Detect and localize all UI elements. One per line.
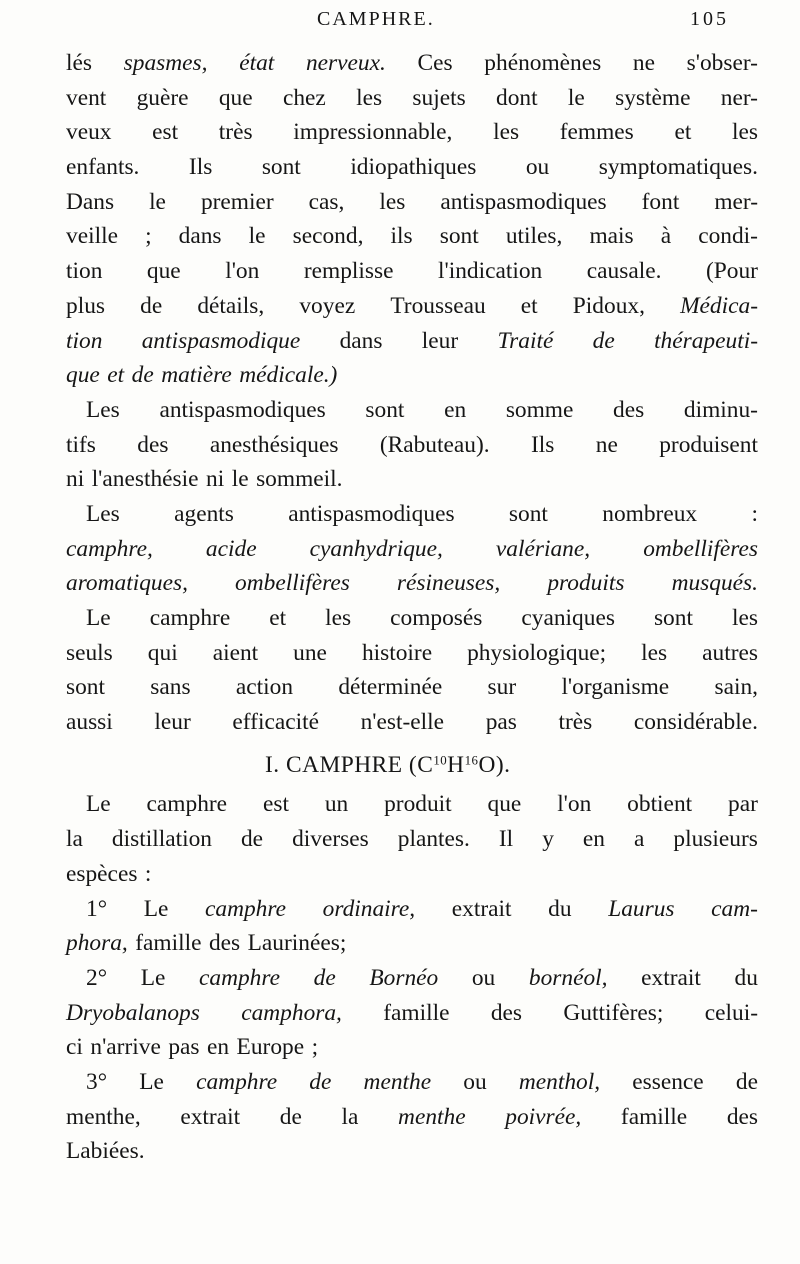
word: la xyxy=(341,1103,359,1130)
text-line xyxy=(66,857,758,892)
word: que xyxy=(487,791,522,818)
word: l'organisme xyxy=(561,674,670,701)
text-line xyxy=(66,393,758,428)
word: Médica- xyxy=(680,292,758,319)
word: nombreux xyxy=(602,500,698,527)
heading-part-prefix: I. CAMPHRE (C xyxy=(265,751,434,778)
text-line xyxy=(66,324,758,359)
word: ombellifères xyxy=(643,535,758,562)
word: sont xyxy=(365,396,405,423)
word: causale. xyxy=(586,258,662,285)
text-line xyxy=(66,670,758,705)
word: produit xyxy=(384,791,452,818)
word: (Pour xyxy=(705,258,758,285)
word: y xyxy=(542,826,554,853)
word: le xyxy=(248,223,266,250)
text-line xyxy=(66,787,758,822)
word: camphre, xyxy=(66,535,153,562)
heading-part-suffix: O). xyxy=(478,751,511,778)
word: les xyxy=(731,605,758,631)
word: dans xyxy=(178,223,222,250)
word: physiologique; xyxy=(467,639,607,666)
word: Dryobalanops xyxy=(66,999,200,1026)
word: produits xyxy=(547,570,625,597)
text-line xyxy=(66,1030,758,1065)
word: seuls xyxy=(66,639,113,666)
section-heading-text xyxy=(265,748,510,783)
word: que xyxy=(146,258,181,285)
word: Le xyxy=(139,1068,164,1095)
word: leur xyxy=(421,327,459,354)
section-heading xyxy=(66,748,758,783)
word: menthe xyxy=(363,1068,432,1095)
word: Labiées. xyxy=(66,1138,145,1165)
word: de xyxy=(140,292,163,319)
word: thérapeuti- xyxy=(654,327,758,354)
word: cas, xyxy=(308,188,345,215)
word: ; xyxy=(145,223,152,250)
word: tion xyxy=(66,327,103,354)
word: ne xyxy=(632,50,655,76)
word: produisent xyxy=(659,431,758,458)
word: lés xyxy=(66,50,92,76)
word: de xyxy=(131,362,154,389)
word: que xyxy=(66,362,100,389)
word: utiles, xyxy=(505,223,563,250)
text-line xyxy=(66,1065,758,1100)
word: : xyxy=(751,500,758,527)
word: impressionnable, xyxy=(293,119,453,146)
text-line xyxy=(66,996,758,1031)
word: vent xyxy=(66,84,107,111)
word: voyez xyxy=(299,292,356,319)
word: Laurinées; xyxy=(247,930,347,957)
word: de xyxy=(240,826,264,853)
text-line xyxy=(66,150,758,185)
word: phora, xyxy=(66,930,128,957)
word: agents xyxy=(174,500,234,527)
word: l'on xyxy=(225,258,260,285)
word: ombellifères xyxy=(235,570,350,597)
word: dont xyxy=(496,84,538,111)
word: 3° xyxy=(86,1068,108,1095)
word: symptomatiques. xyxy=(598,154,758,181)
word: ou xyxy=(471,964,496,991)
word: de xyxy=(313,964,336,991)
word: le xyxy=(149,188,166,215)
text-line xyxy=(66,219,758,254)
text-line xyxy=(66,566,758,601)
word: distillation xyxy=(111,826,212,853)
text-line xyxy=(66,254,758,289)
word: ils xyxy=(390,223,413,250)
text-line xyxy=(66,926,758,961)
text-line xyxy=(66,892,758,927)
word: aromatiques, xyxy=(66,570,188,597)
word: Les xyxy=(86,396,120,423)
word: Pidoux, xyxy=(572,292,645,319)
running-head-title: CAMPHRE. xyxy=(317,8,435,30)
word: sujets xyxy=(412,84,466,111)
word: le xyxy=(231,466,249,493)
word: sain, xyxy=(714,674,758,701)
word: ; xyxy=(311,1034,319,1061)
word: plus xyxy=(66,292,105,319)
word: efficacité xyxy=(232,709,319,736)
word: sont xyxy=(261,154,301,181)
word: est xyxy=(262,791,289,818)
word: état xyxy=(239,50,275,76)
word: à xyxy=(660,223,672,250)
word: menthe, xyxy=(66,1103,141,1130)
word: Le xyxy=(86,605,111,631)
word: phénomènes xyxy=(484,50,602,76)
text-line xyxy=(66,289,758,324)
body-text xyxy=(66,46,758,1169)
word: : xyxy=(144,860,152,887)
word: Trousseau xyxy=(390,292,486,319)
word: et xyxy=(520,292,538,319)
word: valériane, xyxy=(495,535,591,562)
heading-part-sup2: 16 xyxy=(464,753,479,768)
word: est xyxy=(152,119,179,146)
word: par xyxy=(728,791,758,818)
word: ou xyxy=(463,1068,487,1095)
text-line xyxy=(66,185,758,220)
running-head xyxy=(66,8,750,38)
word: bornéol, xyxy=(528,964,608,991)
word: musqués. xyxy=(671,570,758,597)
word: Le xyxy=(143,895,169,922)
word: sont xyxy=(508,500,548,527)
word: matière xyxy=(161,362,232,389)
page-number: 105 xyxy=(690,8,729,30)
word: des xyxy=(726,1103,758,1130)
word: que xyxy=(218,84,253,111)
word: extrait xyxy=(451,895,512,922)
word: veille xyxy=(66,223,118,250)
word: et xyxy=(107,362,125,389)
word: Ces xyxy=(417,50,453,76)
word: cam- xyxy=(711,895,758,922)
word: une xyxy=(293,639,327,666)
word: en xyxy=(206,1034,230,1061)
word: Bornéo xyxy=(369,964,439,991)
word: sur xyxy=(487,674,517,701)
word: menthol, xyxy=(518,1068,601,1095)
word: des xyxy=(137,431,169,458)
word: et xyxy=(674,119,692,146)
word: mer- xyxy=(714,188,758,215)
word: les xyxy=(641,639,668,666)
word: Guttifères; xyxy=(563,999,664,1026)
text-line xyxy=(66,115,758,150)
word: les xyxy=(356,84,383,111)
word: pas xyxy=(168,1034,200,1061)
word: mais xyxy=(589,223,634,250)
word: sont xyxy=(653,605,693,631)
word: cyaniques xyxy=(521,605,615,631)
word: n'est-elle xyxy=(360,709,445,736)
word: ner- xyxy=(720,84,758,111)
word: action xyxy=(235,674,294,701)
word: l'on xyxy=(557,791,592,818)
word: Traité xyxy=(497,327,554,354)
word: guère xyxy=(136,84,189,111)
word: a xyxy=(634,826,645,853)
word: Le xyxy=(86,791,111,818)
word: Les xyxy=(86,500,120,527)
word: famille xyxy=(620,1103,688,1130)
word: cyanhydrique, xyxy=(309,535,443,562)
word: antispasmodiques xyxy=(440,188,607,215)
word: Europe xyxy=(236,1034,305,1061)
word: antispasmodique xyxy=(141,327,301,354)
word: premier xyxy=(200,188,274,215)
word: l'anesthésie xyxy=(91,466,199,493)
word: somme xyxy=(505,396,574,423)
word: en xyxy=(582,826,605,853)
word: extrait xyxy=(641,964,701,991)
word: camphre xyxy=(149,605,231,631)
word: ne xyxy=(595,431,618,458)
word: ni xyxy=(206,466,225,493)
word: menthe xyxy=(398,1103,466,1130)
word: de xyxy=(309,1068,332,1095)
word: très xyxy=(558,709,593,736)
word: enfants. xyxy=(66,154,140,181)
word: chez xyxy=(282,84,326,111)
text-line xyxy=(66,497,758,532)
word: camphre xyxy=(205,895,286,922)
text-line xyxy=(66,1134,758,1169)
word: second, xyxy=(292,223,364,250)
word: ci xyxy=(66,1034,83,1061)
word: ordinaire, xyxy=(322,895,416,922)
word: plusieurs xyxy=(673,826,758,853)
word: de xyxy=(279,1103,302,1130)
word: considérable. xyxy=(633,709,758,736)
text-line xyxy=(66,358,758,393)
word: Ils xyxy=(530,431,555,458)
word: (Rabuteau). xyxy=(379,431,490,458)
word: en xyxy=(444,396,467,423)
word: leur xyxy=(154,709,191,736)
word: du xyxy=(548,895,572,922)
word: histoire xyxy=(361,639,433,666)
text-line xyxy=(66,601,758,636)
text-line xyxy=(66,46,758,81)
text-line xyxy=(66,1100,758,1135)
text-line xyxy=(66,462,758,497)
text-line xyxy=(66,428,758,463)
word: camphre xyxy=(196,1068,278,1095)
word: de xyxy=(735,1068,758,1095)
word: sont xyxy=(439,223,479,250)
word: diminu- xyxy=(683,396,758,423)
word: femmes xyxy=(559,119,634,146)
word: sans xyxy=(150,674,191,701)
word: nerveux. xyxy=(305,50,386,76)
word: et xyxy=(269,605,287,631)
word: de xyxy=(592,327,615,354)
text-line xyxy=(66,705,758,740)
word: un xyxy=(324,791,349,818)
word: idiopathiques xyxy=(350,154,477,181)
word: espèces xyxy=(66,860,138,887)
word: dans xyxy=(339,327,383,354)
word: extrait xyxy=(180,1103,241,1130)
word: tion xyxy=(66,258,103,285)
word: poivrée, xyxy=(505,1103,582,1130)
word: détails, xyxy=(197,292,265,319)
word: médicale.) xyxy=(239,362,338,389)
word: déterminée xyxy=(338,674,443,701)
word: antispasmodiques xyxy=(288,500,455,527)
word: celui- xyxy=(704,999,758,1026)
word: du xyxy=(734,964,758,991)
word: très xyxy=(218,119,253,146)
word: essence xyxy=(632,1068,704,1095)
word: ou xyxy=(525,154,550,181)
word: la xyxy=(66,826,83,853)
text-line xyxy=(66,81,758,116)
word: des xyxy=(490,999,523,1026)
word: les xyxy=(325,605,352,631)
word: condi- xyxy=(698,223,758,250)
word: spasmes, xyxy=(123,50,208,76)
word: 1° xyxy=(86,895,108,922)
word: le xyxy=(567,84,585,111)
word: composés xyxy=(390,605,483,631)
word: Il xyxy=(498,826,514,853)
heading-part-mid: H xyxy=(447,751,465,778)
word: famille xyxy=(383,999,450,1026)
word: ni xyxy=(66,466,85,493)
word: pas xyxy=(485,709,517,736)
word: l'indication xyxy=(438,258,543,285)
word: plantes. xyxy=(397,826,470,853)
word: aussi xyxy=(66,709,113,736)
word: qui xyxy=(147,639,178,666)
text-line xyxy=(66,532,758,567)
word: acide xyxy=(205,535,257,562)
word: diverses xyxy=(292,826,369,853)
word: sont xyxy=(66,674,105,701)
word: camphre xyxy=(199,964,280,991)
word: Dans xyxy=(66,188,115,215)
word: camphora, xyxy=(241,999,342,1026)
word: sommeil. xyxy=(256,466,343,493)
word: font xyxy=(641,188,680,215)
word: famille xyxy=(135,930,202,957)
text-line xyxy=(66,822,758,857)
word: anesthésiques xyxy=(209,431,339,458)
word: veux xyxy=(66,119,112,146)
word: Ils xyxy=(188,154,213,181)
word: Laurus xyxy=(608,895,675,922)
word: des xyxy=(613,396,645,423)
heading-part-sup1: 10 xyxy=(433,753,448,768)
word: Le xyxy=(140,964,166,991)
word: s'obser- xyxy=(686,50,758,76)
word: les xyxy=(493,119,520,146)
text-line xyxy=(66,961,758,996)
word: autres xyxy=(702,639,758,666)
word: 2° xyxy=(86,964,108,991)
word: des xyxy=(208,930,241,957)
word: aient xyxy=(212,639,259,666)
word: camphre xyxy=(146,791,228,818)
word: remplisse xyxy=(303,258,394,285)
word: les xyxy=(379,188,406,215)
word: les xyxy=(732,119,758,146)
word: antispasmodiques xyxy=(159,396,326,423)
word: obtient xyxy=(627,791,693,818)
word: n'arrive xyxy=(90,1034,161,1061)
word: système xyxy=(615,84,691,111)
word: résineuses, xyxy=(396,570,501,597)
text-line xyxy=(66,636,758,671)
word: tifs xyxy=(66,431,96,458)
